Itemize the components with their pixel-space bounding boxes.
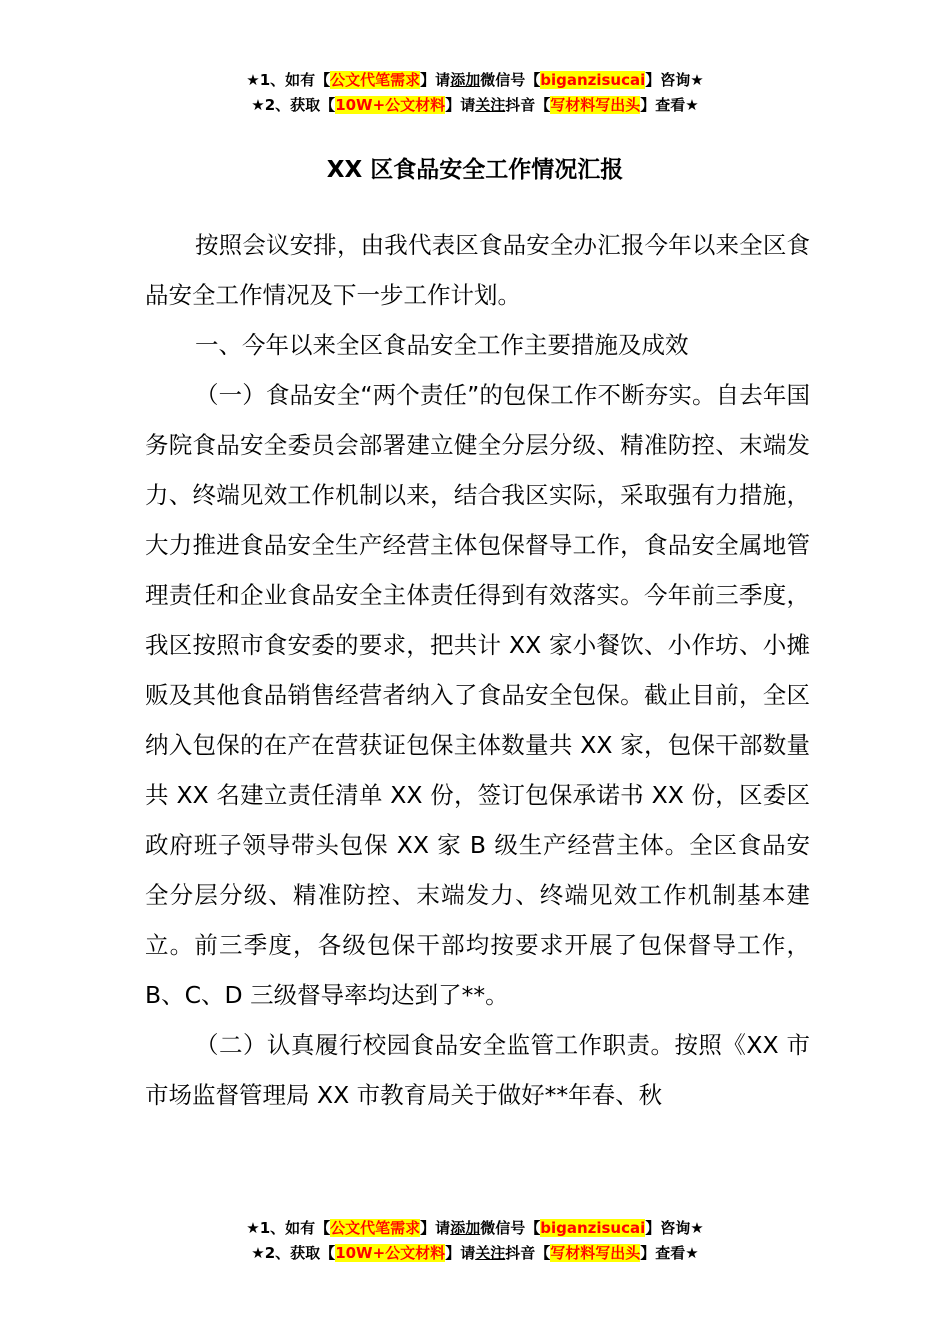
footer-banner-line-2: ★2、获取【10W+公文材料】请关注抖音【写材料写出头】查看★ bbox=[251, 1244, 699, 1262]
wechat-id-highlight: biganzisucai bbox=[540, 1219, 646, 1237]
materials-highlight: 10W+公文材料 bbox=[335, 1244, 446, 1262]
header-banner bbox=[0, 68, 950, 118]
body-paragraph: （二）认真履行校园食品安全监管工作职责。按照《XX 市市场监督管理局 XX 市教育局关于做好**年春、秋 bbox=[145, 1031, 810, 1109]
header-banner-line-2: ★2、获取【10W+公文材料】请关注抖音【写材料写出头】查看★ bbox=[251, 96, 699, 114]
body-paragraph: （一）食品安全“两个责任”的包保工作不断夯实。自去年国务院食品安全委员会部署建立健全分层分级、精准防控、末端发力、终端见效工作机制以来，结合我区实际，采取强有力措施，大力推进食品安全生产经营主体包保督导工作，食品安全属地管理责任和企业食品安全主体责任得到有效落实。今年前三季度，我区按照市食安委的要求，把共计 XX 家小餐饮、小作坊、小摊贩及其他食品销售经营者纳入了食品安全包保。截止目前，全区纳入包保的在产在营获证包保主体数量共 XX 家，包保干部数量共 XX 名建立责任清单 XX 份，签订包保承诺书 XX 份，区委区政府班子领导带头包保 XX 家 B 级生产经营主体。全区食品安全分层分级、精准防控、末端发力、终端见效工作机制基本建立。前三季度，各级包保干部均按要求开展了包保督导工作，B、C、D 三级督导率均达到了**。 bbox=[145, 381, 810, 1009]
footer-banner-line-1: ★1、如有【公文代笔需求】请添加微信号【biganzisucai】咨询★ bbox=[246, 1219, 704, 1237]
intro-paragraph: 按照会议安排，由我代表区食品安全办汇报今年以来全区食品安全工作情况及下一步工作计划。 bbox=[145, 231, 810, 309]
wechat-service-highlight: 公文代笔需求 bbox=[330, 71, 421, 89]
document-title: XX 区食品安全工作情况汇报 bbox=[326, 157, 624, 183]
document-body bbox=[145, 220, 810, 1120]
douyin-account-highlight: 写材料写出头 bbox=[550, 1244, 641, 1262]
douyin-account-highlight: 写材料写出头 bbox=[550, 96, 641, 114]
wechat-service-highlight: 公文代笔需求 bbox=[330, 1219, 421, 1237]
materials-highlight: 10W+公文材料 bbox=[335, 96, 446, 114]
footer-banner bbox=[0, 1216, 950, 1266]
wechat-id-highlight: biganzisucai bbox=[540, 71, 646, 89]
header-banner-line-1: ★1、如有【公文代笔需求】请添加微信号【biganzisucai】咨询★ bbox=[246, 71, 704, 89]
section-heading: 一、今年以来全区食品安全工作主要措施及成效 bbox=[195, 331, 689, 359]
